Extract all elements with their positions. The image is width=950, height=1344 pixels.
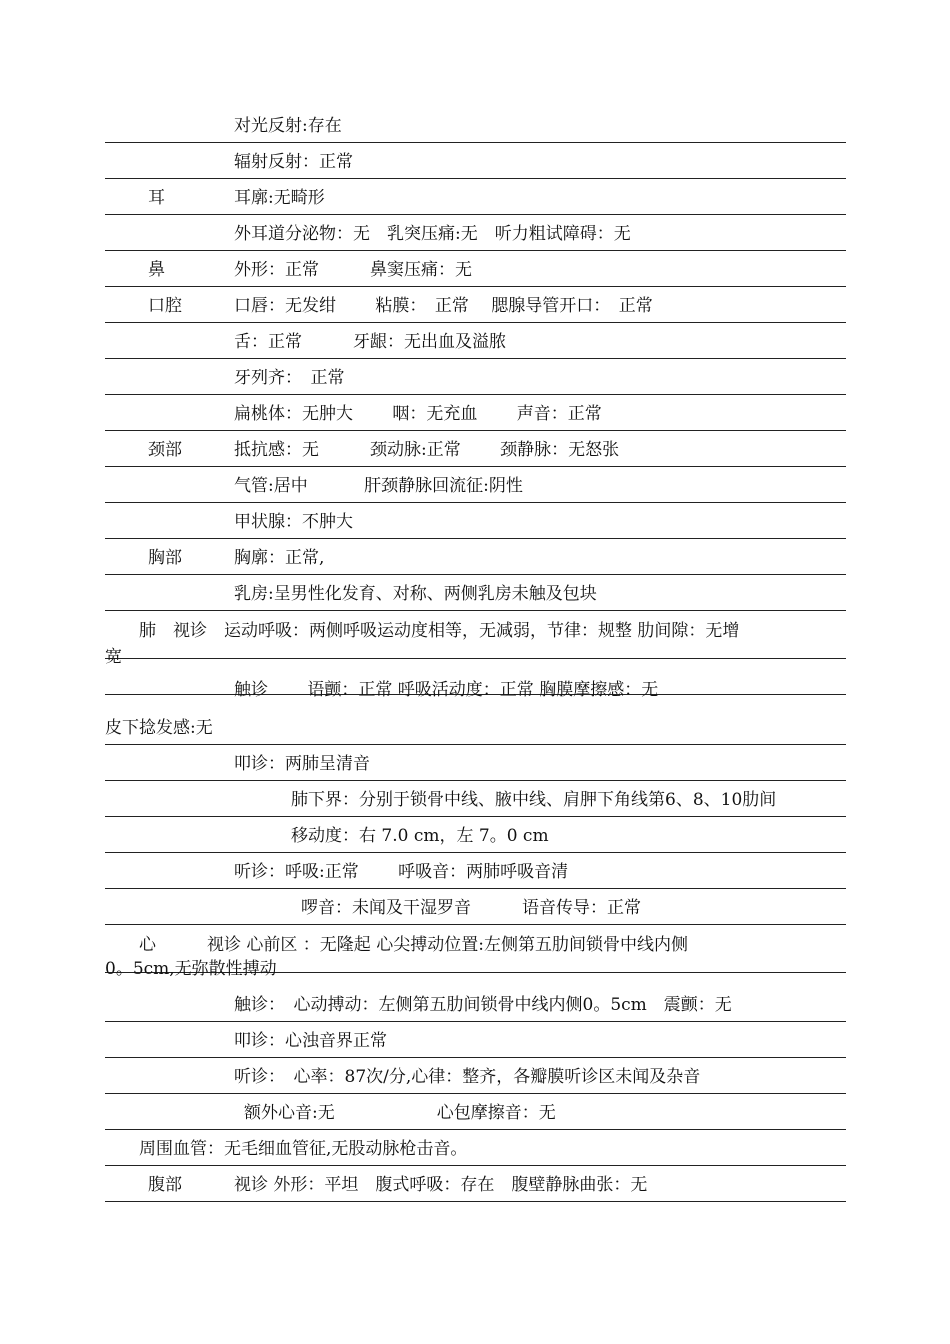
row-pupil-light-reflex: [105, 107, 846, 143]
row-tongue-gums: [105, 323, 846, 359]
row-text-line2: 0。5cm,无弥散性搏动: [105, 959, 277, 979]
row-text: 皮下捻发感:无: [105, 718, 213, 738]
row-text: 对光反射:存在: [234, 116, 342, 136]
row-text: 抵抗感：无 颈动脉:正常 颈静脉：无怒张: [234, 440, 620, 460]
row-heart-extra-sounds: [105, 1094, 846, 1130]
row-label: 耳: [148, 188, 165, 208]
row-text: 听诊： 心率：87次/分,心律：整齐，各瓣膜听诊区未闻及杂音: [234, 1067, 701, 1087]
row-convergence-reflex: [105, 143, 846, 179]
row-text: 胸廓：正常,: [234, 548, 325, 568]
row-text: 牙列齐： 正常: [234, 368, 345, 388]
row-subcutaneous-crepitus: [105, 709, 846, 745]
row-label: 鼻: [148, 260, 165, 280]
row-lung-inspection: [105, 611, 846, 667]
row-text: 耳廓:无畸形: [234, 188, 325, 208]
row-text: 移动度：右 7.0 cm，左 7。0 cm: [291, 826, 549, 846]
row-text-line2: 宽: [105, 647, 122, 667]
row-lung-rales: [105, 889, 846, 925]
row-text: 辐射反射：正常: [234, 152, 353, 172]
row-dentition: [105, 359, 846, 395]
row-label: 口腔: [148, 296, 182, 316]
row-lung-mobility: [105, 817, 846, 853]
row-text: 气管:居中 肝颈静脉回流征:阴性: [234, 476, 523, 496]
row-text: 肺下界：分别于锁骨中线、腋中线、肩胛下角线第6、8、10肋间: [291, 790, 777, 810]
row-text: 外形：正常 鼻窦压痛：无: [234, 260, 472, 280]
row-lung-lower-border: [105, 781, 846, 817]
row-breast: [105, 575, 846, 611]
row-heart-auscultation: [105, 1058, 846, 1094]
row-text-line1: 心 视诊 心前区 ：无隆起 心尖搏动位置:左侧第五肋间锁骨中线内侧: [105, 935, 688, 955]
row-text: 叩诊：两肺呈清音: [234, 754, 370, 774]
row-oral-lips: [105, 287, 846, 323]
row-text: 外耳道分泌物：无 乳突压痛:无 听力粗试障碍：无: [234, 224, 631, 244]
row-heart-inspection: [105, 925, 846, 979]
row-nose: [105, 251, 846, 287]
row-text: 听诊：呼吸:正常 呼吸音：两肺呼吸音清: [234, 862, 569, 882]
row-chest: [105, 539, 846, 575]
row-neck: [105, 431, 846, 467]
row-text: 甲状腺：不肿大: [234, 512, 353, 532]
row-text: 舌：正常 牙龈：无出血及溢脓: [234, 332, 506, 352]
row-text: 触诊： 心动搏动：左侧第五肋间锁骨中线内侧0。5cm 震颤：无: [234, 995, 732, 1015]
row-label: 腹部: [148, 1175, 182, 1195]
row-tonsils: [105, 395, 846, 431]
row-ear-auricle: [105, 179, 846, 215]
row-lung-palpation: [105, 659, 846, 700]
row-heart-palpation: [105, 986, 846, 1022]
row-trachea: [105, 467, 846, 503]
row-lung-percussion: [105, 745, 846, 781]
row-text: 扁桃体：无肿大 咽：无充血 声音：正常: [234, 404, 602, 424]
row-text: 周围血管：无毛细血管征,无股动脉枪击音。: [105, 1139, 468, 1159]
row-heart-percussion: [105, 1022, 846, 1058]
row-text: 叩诊：心浊音界正常: [234, 1031, 387, 1051]
row-peripheral-vessels: [105, 1130, 846, 1166]
row-text: 额外心音:无 心包摩擦音：无: [244, 1103, 556, 1123]
row-text: 乳房:呈男性化发育、对称、两侧乳房未触及包块: [234, 584, 597, 604]
row-text: 触诊 语颤：正常 呼吸活动度：正常 胸膜摩擦感：无: [234, 680, 659, 700]
row-thyroid: [105, 503, 846, 539]
row-text: 口唇：无发绀 粘膜： 正常 腮腺导管开口： 正常: [234, 296, 653, 316]
row-text-line1: 肺 视诊 运动呼吸：两侧呼吸运动度相等，无减弱，节律：规整 肋间隙：无增: [105, 621, 740, 641]
row-label: 颈部: [148, 440, 182, 460]
row-abdomen: [105, 1166, 846, 1202]
row-label: 胸部: [148, 548, 182, 568]
row-lung-auscultation: [105, 853, 846, 889]
row-text: 啰音：未闻及干湿罗音 语音传导：正常: [301, 898, 641, 918]
row-ear-canal: [105, 215, 846, 251]
row-text: 视诊 外形：平坦 腹式呼吸：存在 腹壁静脉曲张：无: [234, 1175, 648, 1195]
